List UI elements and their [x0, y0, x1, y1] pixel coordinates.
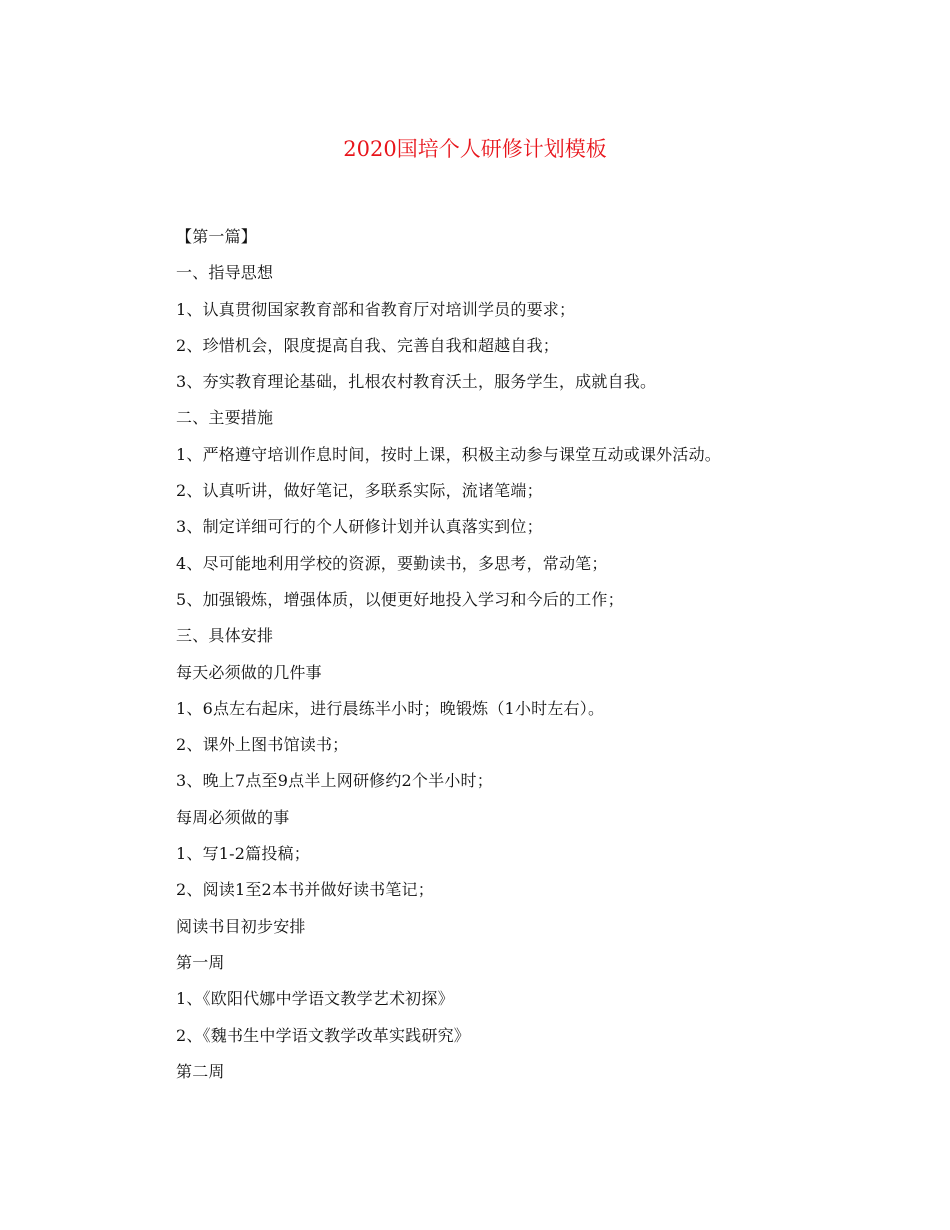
heading-guiding-thought: 一、指导思想 — [176, 263, 274, 283]
subheading-week-one: 第一周 — [176, 952, 225, 972]
text-line: 3、夯实教育理论基础，扎根农村教育沃土，服务学生，成就自我。 — [176, 372, 657, 392]
subheading-weekly: 每周必须做的事 — [176, 807, 290, 827]
subheading-week-two: 第二周 — [176, 1061, 225, 1081]
text-line: 1、《欧阳代娜中学语文教学艺术初探》 — [176, 989, 454, 1009]
text-line: 1、严格遵守培训作息时间，按时上课，积极主动参与课堂互动或课外活动。 — [176, 444, 721, 464]
text-line: 2、课外上图书馆读书； — [176, 735, 349, 755]
section-label: 【第一篇】 — [176, 227, 258, 246]
text-line: 1、认真贯彻国家教育部和省教育厅对培训学员的要求； — [176, 299, 576, 319]
text-line: 2、珍惜机会，限度提高自我、完善自我和超越自我； — [176, 335, 559, 355]
text-line: 1、写1-2篇投稿； — [176, 844, 310, 864]
heading-specific-arrangements: 三、具体安排 — [176, 626, 274, 646]
subheading-daily: 每天必须做的几件事 — [176, 662, 322, 682]
text-line: 2、《魏书生中学语文教学改革实践研究》 — [176, 1025, 470, 1045]
document-title: 2020国培个人研修计划模板 — [343, 137, 607, 161]
text-line: 3、晚上7点至9点半上网研修约2个半小时； — [176, 771, 493, 791]
text-line: 5、加强锻炼，增强体质，以便更好地投入学习和今后的工作； — [176, 589, 624, 609]
subheading-reading-list: 阅读书目初步安排 — [176, 916, 306, 936]
text-line: 2、认真听讲，做好笔记，多联系实际，流诸笔端； — [176, 481, 543, 501]
heading-main-measures: 二、主要措施 — [176, 408, 274, 428]
text-line: 2、阅读1至2本书并做好读书笔记； — [176, 880, 434, 900]
text-line: 3、制定详细可行的个人研修计划并认真落实到位； — [176, 517, 543, 537]
document-body — [176, 219, 876, 1090]
text-line: 1、6点左右起床，进行晨练半小时；晚锻炼（1小时左右）。 — [176, 698, 605, 718]
text-line: 4、尽可能地利用学校的资源，要勤读书，多思考，常动笔； — [176, 553, 608, 573]
